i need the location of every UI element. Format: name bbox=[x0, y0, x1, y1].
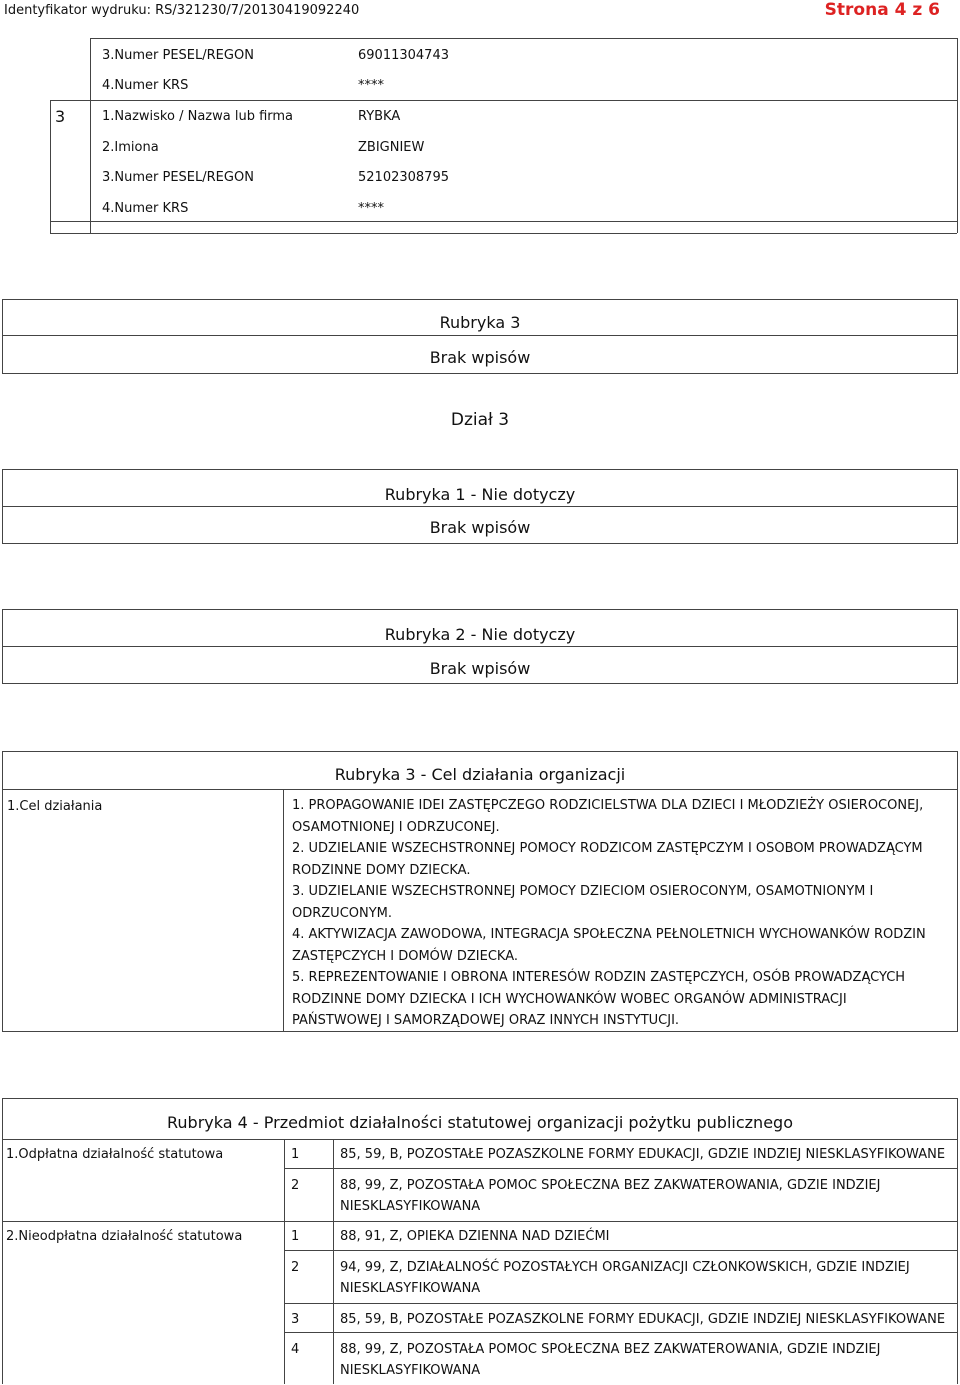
goals-line: RODZINNE DOMY DZIECKA I ICH WYCHOWANKÓW WOBEC ORGANÓW ADMINISTRACJI bbox=[292, 991, 847, 1007]
rubric-title: Rubryka 3 bbox=[439, 313, 521, 332]
print-identifier: Identyfikator wydruku: RS/321230/7/20130419092240 bbox=[4, 3, 360, 18]
rubric-1-box bbox=[2, 469, 958, 544]
goals-line: OSAMOTNIONEJ I ODRZUCONEJ. bbox=[292, 819, 500, 835]
item-number: 2 bbox=[291, 1260, 300, 1275]
rubric-title: Rubryka 1 - Nie dotyczy bbox=[384, 485, 576, 504]
goals-line: ZASTĘPCZYCH I DOMÓW DZIECKA. bbox=[292, 948, 519, 964]
rubric-2-box bbox=[2, 609, 958, 684]
print-header bbox=[0, 0, 960, 22]
goals-line: 2. UDZIELANIE WSZECHSTRONNEJ POMOCY RODZICOM ZASTĘPCZYM I OSOBOM PROWADZĄCYM bbox=[292, 841, 923, 856]
goals-line: 1. PROPAGOWANIE IDEI ZASTĘPCZEGO RODZICIELSTWA DLA DZIECI I MŁODZIEŻY OSIEROCONEJ, bbox=[292, 798, 924, 813]
entry-firstname-value: ZBIGNIEW bbox=[358, 140, 425, 155]
item-text: NIESKLASYFIKOWANA bbox=[340, 1363, 481, 1378]
rubric-status: Brak wpisów bbox=[429, 348, 531, 367]
item-number: 2 bbox=[291, 1178, 300, 1193]
item-text: NIESKLASYFIKOWANA bbox=[340, 1199, 481, 1214]
goals-line: PAŃSTWOWEJ I SAMORZĄDOWEJ ORAZ INNYCH INSTYTUCJI. bbox=[292, 1013, 680, 1028]
item-text: 88, 99, Z, POZOSTAŁA POMOC SPOŁECZNA BEZ ZAKWATEROWANIA, GDZIE INDZIEJ bbox=[340, 1178, 881, 1193]
item-text: 85, 59, B, POZOSTAŁE POZASZKOLNE FORMY EDUKACJI, GDZIE INDZIEJ NIESKLASYFIKOWANE bbox=[340, 1147, 946, 1162]
item-text: 88, 99, Z, POZOSTAŁA POMOC SPOŁECZNA BEZ ZAKWATEROWANIA, GDZIE INDZIEJ bbox=[340, 1342, 881, 1357]
paid-activity-label: 1.Odpłatna działalność statutowa bbox=[6, 1147, 224, 1162]
rubric-title: Rubryka 2 - Nie dotyczy bbox=[384, 625, 576, 644]
entry-krs-value: **** bbox=[358, 201, 384, 216]
goals-label: 1.Cel działania bbox=[7, 799, 103, 814]
goals-text bbox=[292, 795, 952, 1032]
entry-name-label: 1.Nazwisko / Nazwa lub firma bbox=[102, 109, 294, 124]
krs-label: 4.Numer KRS bbox=[102, 78, 189, 93]
krs-value: **** bbox=[358, 78, 384, 93]
rubric-title: Rubryka 3 - Cel działania organizacji bbox=[334, 765, 626, 784]
item-text: 88, 91, Z, OPIEKA DZIENNA NAD DZIEĆMI bbox=[340, 1229, 610, 1244]
entry-firstname-label: 2.Imiona bbox=[102, 140, 159, 155]
page-indicator: Strona 4 z 6 bbox=[824, 0, 940, 20]
pesel-label: 3.Numer PESEL/REGON bbox=[102, 48, 254, 63]
rubric-goals-box bbox=[2, 751, 958, 1032]
goals-line: 5. REPREZENTOWANIE I OBRONA INTERESÓW RODZIN ZASTĘPCZYCH, OSÓB PROWADZĄCYCH bbox=[292, 970, 906, 985]
rubric-title: Rubryka 4 - Przedmiot działalności statutowej organizacji pożytku publicznego bbox=[167, 1113, 793, 1132]
item-number: 3 bbox=[291, 1312, 300, 1327]
item-number: 4 bbox=[291, 1342, 300, 1357]
entry-number: 3 bbox=[55, 107, 66, 126]
section-heading: Dział 3 bbox=[450, 410, 510, 430]
goals-line: ODRZUCONYM. bbox=[292, 905, 393, 921]
item-text: 94, 99, Z, DZIAŁALNOŚĆ POZOSTAŁYCH ORGANIZACJI CZŁONKOWSKICH, GDZIE INDZIEJ bbox=[340, 1260, 910, 1275]
entry-name-value: RYBKA bbox=[358, 109, 401, 124]
rubric-status: Brak wpisów bbox=[429, 659, 531, 678]
goals-line: 3. UDZIELANIE WSZECHSTRONNEJ POMOCY DZIECIOM OSIEROCONYM, OSAMOTNIONYM I bbox=[292, 884, 874, 899]
item-text: NIESKLASYFIKOWANA bbox=[340, 1281, 481, 1296]
rubric-status: Brak wpisów bbox=[429, 518, 531, 537]
unpaid-activity-label: 2.Nieodpłatna działalność statutowa bbox=[6, 1229, 243, 1244]
item-number: 1 bbox=[291, 1147, 300, 1162]
entry-pesel-value: 52102308795 bbox=[358, 170, 449, 185]
pesel-value: 69011304743 bbox=[358, 48, 449, 63]
entry-krs-label: 4.Numer KRS bbox=[102, 201, 189, 216]
rubric-3-box bbox=[2, 299, 958, 374]
item-text: 85, 59, B, POZOSTAŁE POZASZKOLNE FORMY EDUKACJI, GDZIE INDZIEJ NIESKLASYFIKOWANE bbox=[340, 1312, 946, 1327]
item-number: 1 bbox=[291, 1229, 300, 1244]
entry-pesel-label: 3.Numer PESEL/REGON bbox=[102, 170, 254, 185]
goals-line: RODZINNE DOMY DZIECKA. bbox=[292, 862, 471, 878]
goals-line: 4. AKTYWIZACJA ZAWODOWA, INTEGRACJA SPOŁECZNA PEŁNOLETNICH WYCHOWANKÓW RODZIN bbox=[292, 927, 926, 942]
